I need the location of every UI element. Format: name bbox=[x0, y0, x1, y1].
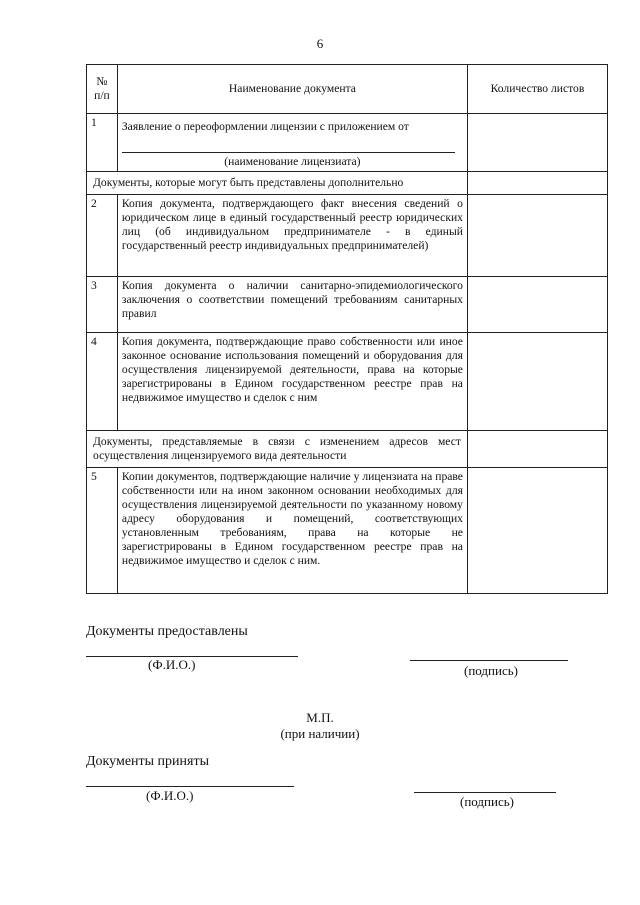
applicant-name-caption: (наименование лицензиата) bbox=[224, 155, 361, 168]
receiver-fio-line bbox=[86, 786, 294, 787]
table-row bbox=[87, 114, 608, 172]
row-sheet-count bbox=[467, 114, 607, 172]
table-row bbox=[87, 333, 608, 431]
row-number: 5 bbox=[87, 468, 118, 594]
header-name: Наименование документа bbox=[117, 65, 467, 114]
receiver-signature-caption: (подпись) bbox=[460, 794, 514, 809]
receiver-fio-caption: (Ф.И.О.) bbox=[146, 788, 194, 803]
section-heading-additional: Документы, которые могут быть представлены дополнительно bbox=[87, 172, 468, 195]
table-row bbox=[87, 277, 608, 333]
table-row bbox=[87, 468, 608, 594]
documents-accepted-label: Документы приняты bbox=[86, 754, 209, 769]
row-sheet-count bbox=[467, 468, 607, 594]
section-heading-qty bbox=[467, 172, 607, 195]
table-header-row bbox=[87, 65, 608, 114]
stamp-note: (при наличии) bbox=[280, 726, 360, 741]
row-sheet-count bbox=[467, 195, 607, 277]
table-row bbox=[87, 195, 608, 277]
row-number: 3 bbox=[87, 277, 118, 333]
row-number: 4 bbox=[87, 333, 118, 431]
row-number: 1 bbox=[87, 114, 118, 172]
row-sheet-count bbox=[467, 277, 607, 333]
documents-provided-label: Документы предоставлены bbox=[86, 624, 248, 639]
row-sheet-count bbox=[467, 333, 607, 431]
section-heading-qty bbox=[467, 431, 607, 468]
row-document-name: Копия документа, подтверждающего факт внесения сведений о юридическом лице в единый государственный реестр юридических лиц (об индивидуальном предпринимателе - в единый государственный реестр индивидуальных предпринимателей) bbox=[117, 195, 467, 277]
section-heading-row bbox=[87, 431, 608, 468]
row-document-name: Копия документа, подтверждающие право собственности или иное законное основание использования помещений и оборудования для осуществления лицензируемой деятельности, права на которые зарегистрированы в Едином государственном реестре прав на недвижимое имущество и сделок с ним bbox=[117, 333, 467, 431]
provider-fio-caption: (Ф.И.О.) bbox=[148, 657, 196, 672]
section-heading-row bbox=[87, 172, 608, 195]
applicant-name-line bbox=[122, 134, 455, 153]
header-num: № п/п bbox=[87, 65, 118, 114]
row-number: 2 bbox=[87, 195, 118, 277]
page-number: 6 bbox=[316, 36, 324, 51]
provider-signature-caption: (подпись) bbox=[464, 663, 518, 678]
row-document-name: Копия документа о наличии санитарно-эпидемиологического заключения о соответствии помещений требованиям санитарных правил bbox=[117, 277, 467, 333]
documents-table bbox=[86, 64, 608, 594]
row-document-name bbox=[117, 114, 467, 172]
header-qty: Количество листов bbox=[467, 65, 607, 114]
row-document-name: Копии документов, подтверждающие наличие у лицензиата на праве собственности или на ином законном основании необходимых для осуществления лицензируемой деятельности по указанному новому адресу оборудования и помещений, соответствующих установленным требованиям, права на которые не зарегистрированы в Едином государственном реестре прав на недвижимое имущество и сделок с ним. bbox=[117, 468, 467, 594]
stamp-label: М.П. bbox=[306, 710, 334, 725]
provider-signature-line bbox=[410, 660, 568, 661]
receiver-signature-line bbox=[414, 792, 556, 793]
section-heading-address-change: Документы, представляемые в связи с изменением адресов мест осуществления лицензируемого вида деятельности bbox=[87, 431, 468, 468]
row-text: Заявление о переоформлении лицензии с приложением от bbox=[121, 120, 409, 133]
